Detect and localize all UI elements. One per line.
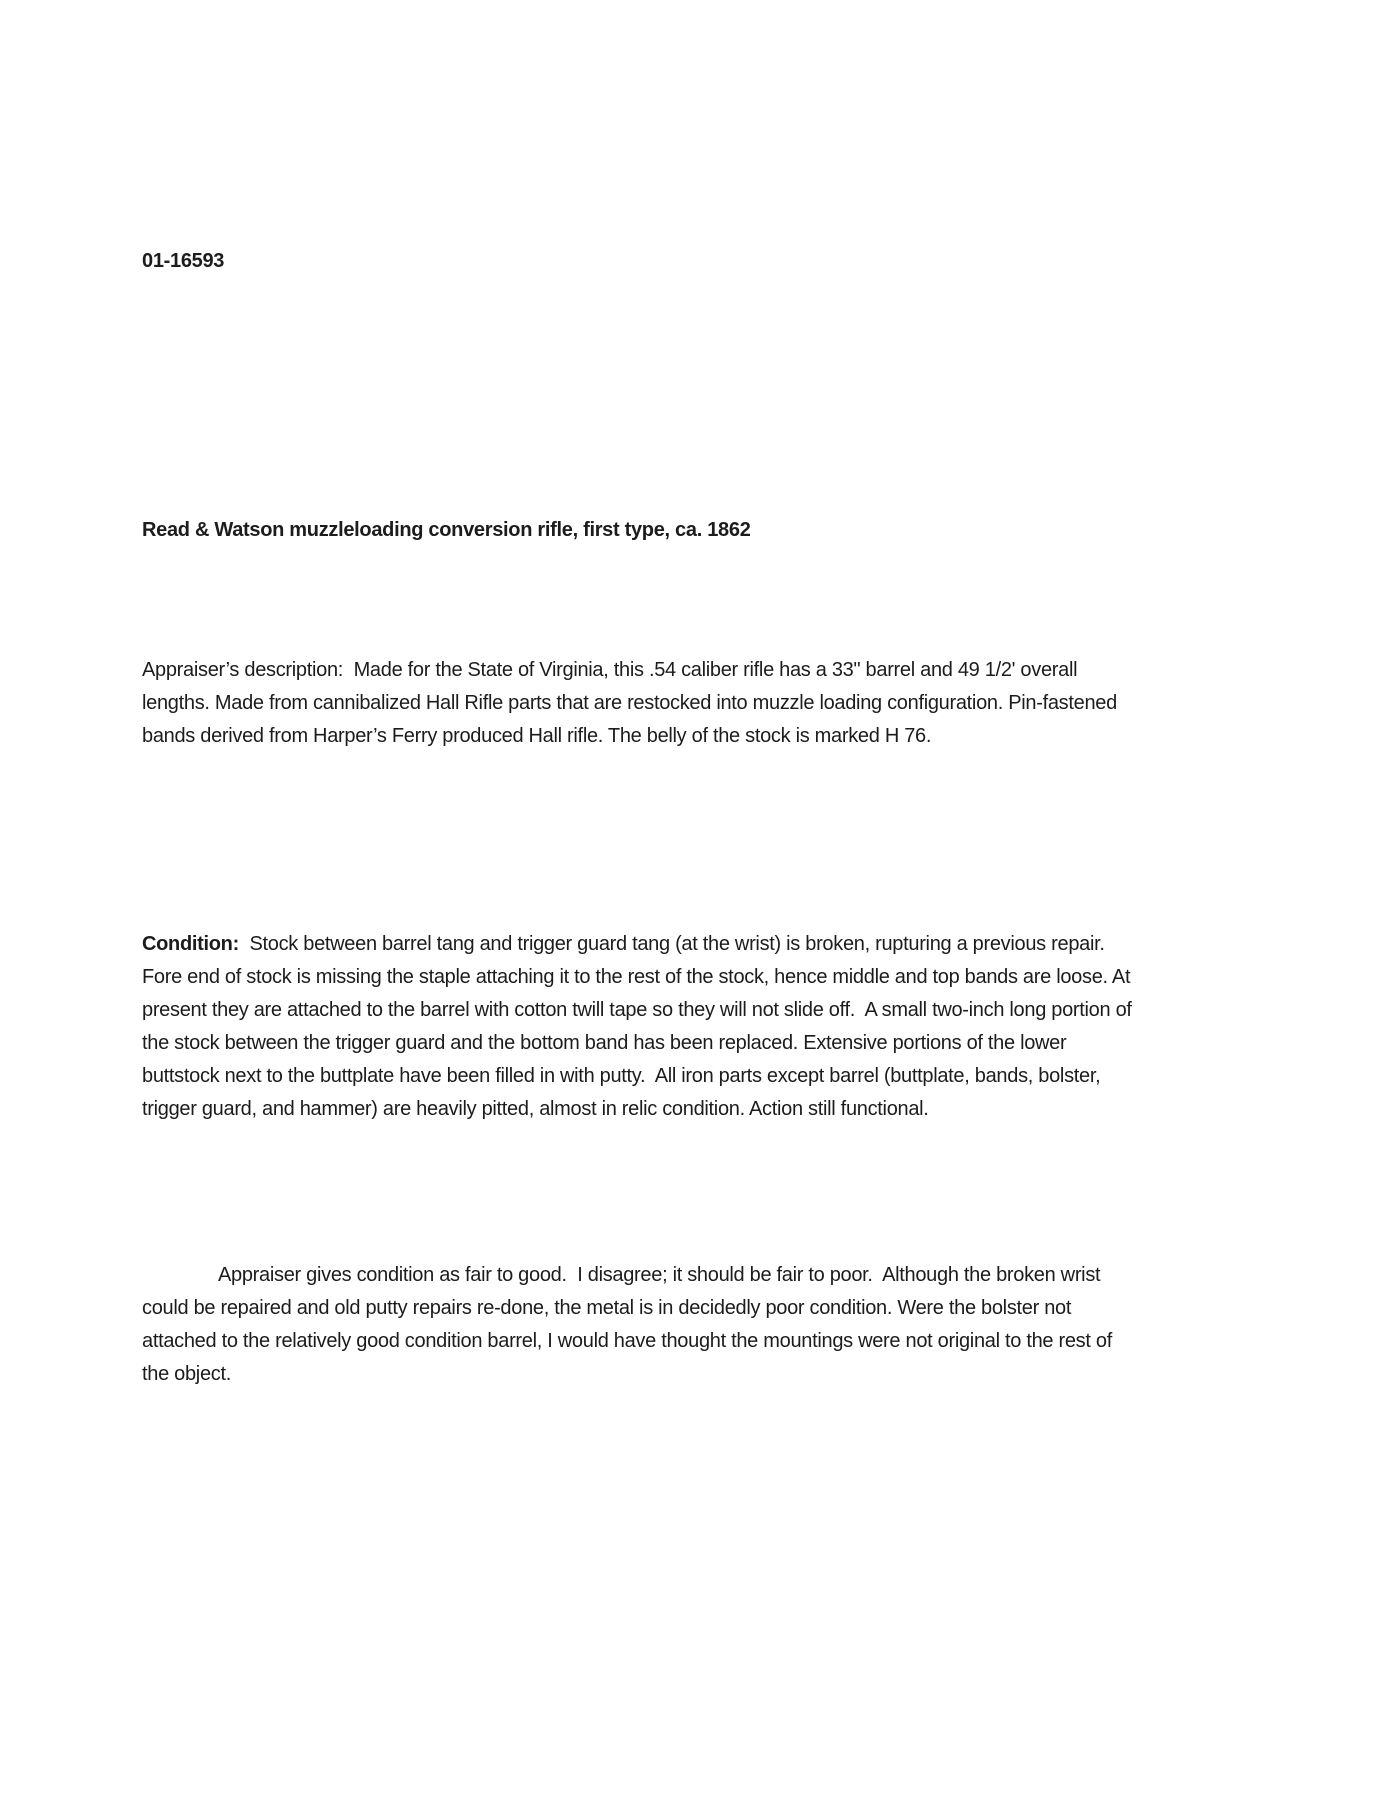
condition-label: Condition: bbox=[142, 933, 239, 955]
description-label: Appraiser’s description: bbox=[142, 659, 344, 681]
assessment-paragraph: Appraiser gives condition as fair to good. I disagree; it should be fair to poor. Although the broken wrist could be repaired and old putty repairs re-done, the metal is in decidedly poor condition. Were the bolster not attached to the relatively good condition barrel, I would have thought the mountings were not original to the rest of the object. bbox=[142, 1264, 1118, 1385]
condition-paragraph bbox=[142, 928, 1142, 1126]
document-id: 01-16593 bbox=[142, 250, 225, 272]
document-title: Read & Watson muzzleloading conversion rifle, first type, ca. 1862 bbox=[142, 519, 751, 541]
description-paragraph bbox=[142, 654, 1142, 753]
condition-text: Stock between barrel tang and trigger guard tang (at the wrist) is broken, rupturing a previous repair. Fore end of stock is missing the staple attaching it to the rest of the stock, hence middle and top bands are loose. At present they are attached to the barrel with cotton twill tape so they will not slide off. A small two-inch long portion of the stock between the trigger guard and the bottom band has been replaced. Extensive portions of the lower buttstock next to the buttplate have been filled in with putty. All iron parts except barrel (buttplate, bands, bolster, trigger guard, and hammer) are heavily pitted, almost in relic condition. Action still functional. bbox=[142, 933, 1137, 1120]
description-text: Made for the State of Virginia, this .54 caliber rifle has a 33" barrel and 49 1/2' overall lengths. Made from cannibalized Hall Rifle parts that are restocked into muzzle loading configuration. Pin-fastened bands derived from Harper’s Ferry produced Hall rifle. The belly of the stock is marked H 76. bbox=[142, 659, 1123, 747]
